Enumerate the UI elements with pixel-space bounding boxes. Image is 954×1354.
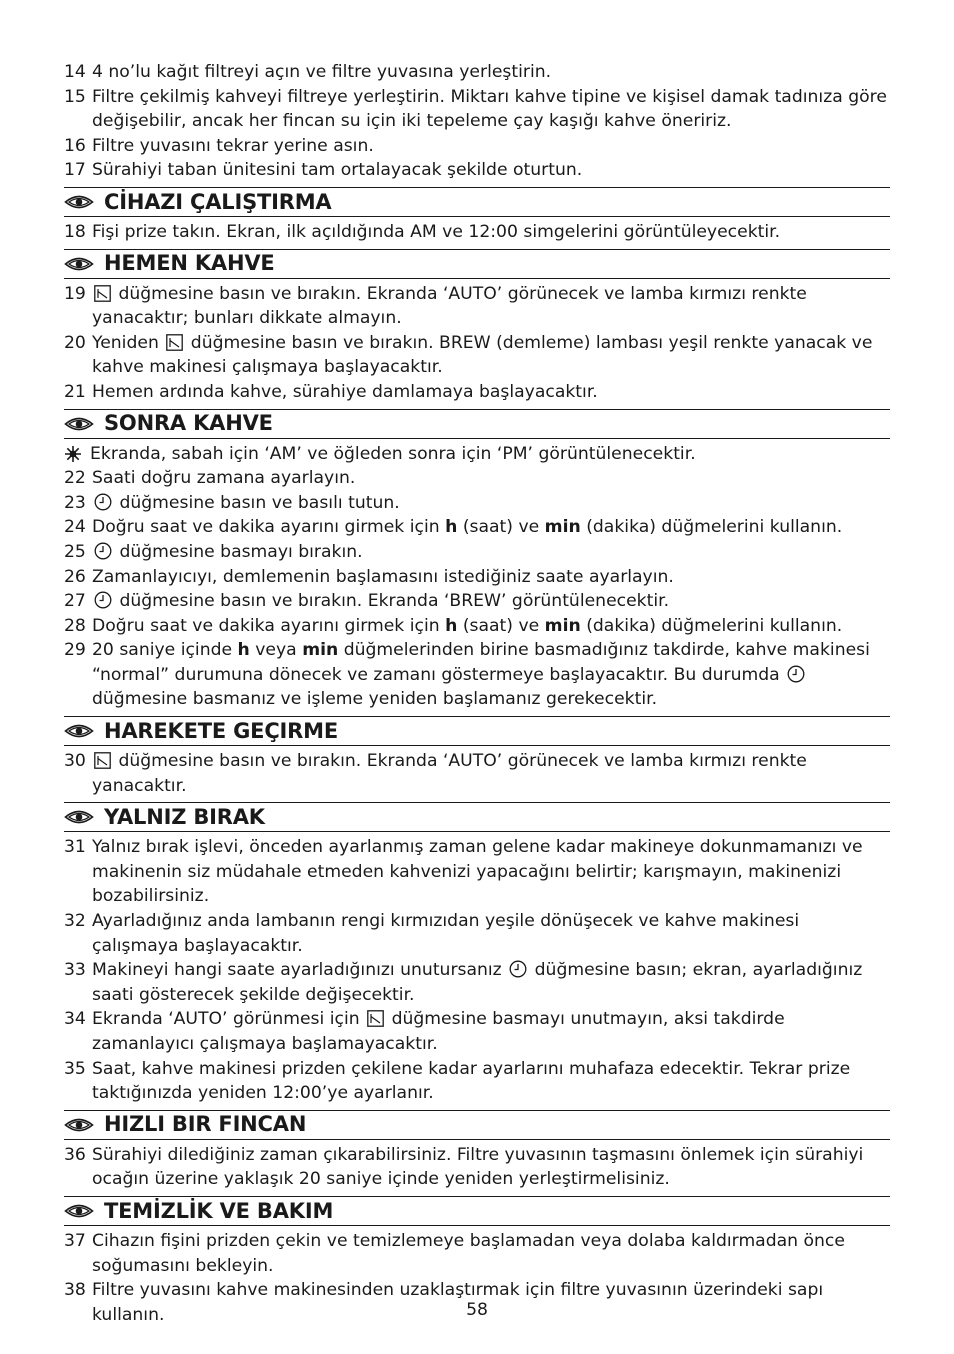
list-item: 29 20 saniye içinde h veya min düğmelerinden birine basmadığınız takdirde, kahve makinesi “normal” durumuna dönecek ve zamanı göstermeye başlayacaktır. Bu durumda düğmesine basmanız ve işleme yeniden başlamanız gerekecektir. — [64, 640, 870, 710]
list-item: 32 Ayarladığınız anda lambanın rengi kırmızıdan yeşile dönüşecek ve kahve makinesi çalışmaya başlayacaktır. — [64, 911, 800, 956]
section-title: TEMİZLİK VE BAKIM — [104, 1198, 334, 1223]
clock-button-icon — [94, 591, 112, 609]
list-item: 38 Filtre yuvasını kahve makinesinden uzaklaştırmak için filtre yuvasının üzerindeki sapı kullanın. — [64, 1280, 824, 1325]
section-title: HAREKETE GEÇIRME — [104, 718, 338, 743]
section-header-quick-cup — [64, 1110, 890, 1140]
section-header-operation — [64, 187, 890, 217]
list-item: 16 Filtre yuvasını tekrar yerine asın. — [64, 135, 374, 156]
list-item: 31 Yalnız bırak işlevi, önceden ayarlanmış zaman gelene kadar makineye dokunmamanızı ve makinenin siz müdahale etmeden kahvenizi yapacağını belirtir; karışmayın, makinenizi bozabilirsiniz. — [64, 837, 863, 907]
list-item: 37 Cihazın fişini prizden çekin ve temizlemeye başlamadan veya dolaba kaldırmadan önce soğumasını bekleyin. — [64, 1230, 845, 1276]
section-title: HEMEN KAHVE — [104, 251, 275, 276]
section-header-leave-alone — [64, 802, 890, 832]
auto-button-icon — [367, 1010, 384, 1027]
auto-button-icon — [94, 285, 111, 302]
eye-icon — [64, 194, 94, 210]
section-title: CİHAZI ÇALIŞTIRMA — [104, 189, 332, 214]
list-item: 25 düğmesine basmayı bırakın. — [64, 541, 363, 562]
eye-icon — [64, 256, 94, 272]
list-item: 24 Doğru saat ve dakika ayarını girmek için h (saat) ve min (dakika) düğmelerini kullanın. — [64, 517, 843, 538]
section-header-instant-coffee — [64, 249, 890, 279]
list-item: 26 Zamanlayıcıyı, demlemenin başlamasını istediğiniz saate ayarlayın. — [64, 566, 674, 587]
section-header-activation — [64, 716, 890, 746]
list-item: 27 düğmesine basın ve bırakın. Ekranda ‘BREW’ görüntülenecektir. — [64, 591, 670, 612]
list-item: 36 Sürahiyi dilediğiniz zaman çıkarabilirsiniz. Filtre yuvasının taşmasını önlemek için sürahiyi ocağın üzerine yaklaşık 20 saniye içinde yeniden yerleştirmelisiniz. — [64, 1144, 864, 1190]
auto-button-icon — [94, 752, 111, 769]
section-title: HIZLI BIR FINCAN — [104, 1112, 307, 1137]
note-item: Ekranda, sabah için ‘AM’ ve öğleden sonra için ‘PM’ görüntülenecektir. — [64, 442, 890, 467]
list-item: 21 Hemen ardında kahve, sürahiye damlamaya başlayacaktır. — [64, 381, 598, 402]
eye-icon — [64, 723, 94, 739]
eye-icon — [64, 1117, 94, 1133]
section-title: SONRA KAHVE — [104, 411, 273, 436]
list-item: 28 Doğru saat ve dakika ayarını girmek için h (saat) ve min (dakika) düğmelerini kullanın. — [64, 615, 843, 636]
list-item: 18 Fişi prize takın. Ekran, ilk açıldığında AM ve 12:00 simgelerini görüntüleyecektir. — [64, 221, 781, 242]
sun-icon — [64, 445, 82, 463]
clock-button-icon — [94, 542, 112, 560]
auto-button-icon — [166, 334, 183, 351]
list-item: 19 düğmesine basın ve bırakın. Ekranda ‘AUTO’ görünecek ve lamba kırmızı renkte yanacaktır; bunları dikkate almayın. — [64, 283, 807, 329]
section-header-delayed-coffee — [64, 409, 890, 439]
eye-icon — [64, 416, 94, 432]
list-item: 33 Makineyi hangi saate ayarladığınızı unutursanız düğmesine basın; ekran, ayarladığınız saati gösterecek şekilde değişecektir. — [64, 960, 863, 1005]
list-item: 30 düğmesine basın ve bırakın. Ekranda ‘AUTO’ görünecek ve lamba kırmızı renkte yanacaktır. — [64, 751, 807, 796]
eye-icon — [64, 809, 94, 825]
section-title: YALNIZ BIRAK — [104, 804, 265, 829]
page-content — [64, 60, 890, 1327]
clock-button-icon — [94, 493, 112, 511]
list-item: 34 Ekranda ‘AUTO’ görünmesi için düğmesine basmayı unutmayın, aksi takdirde zamanlayıcı çalışmaya başlamayacaktır. — [64, 1009, 785, 1054]
clock-button-icon — [509, 960, 527, 978]
eye-icon — [64, 1203, 94, 1219]
list-item: 14 4 no’lu kağıt filtreyi açın ve filtre yuvasına yerleştirin. — [64, 62, 552, 82]
list-item: 17 Sürahiyi taban ünitesini tam ortalayacak şekilde oturtun. — [64, 160, 583, 181]
page-number: 58 — [466, 1300, 488, 1320]
list-item: 22 Saati doğru zamana ayarlayın. — [64, 468, 356, 489]
list-item: 23 düğmesine basın ve basılı tutun. — [64, 492, 400, 513]
list-item: 15 Filtre çekilmiş kahveyi filtreye yerleştirin. Miktarı kahve tipine ve kişisel damak tadınıza göre değişebilir, ancak her fincan su için iki tepeleme çay kaşığı kahve öneririz. — [64, 86, 887, 132]
list-item: 20 Yeniden düğmesine basın ve bırakın. BREW (demleme) lambası yeşil renkte yanacak ve kahve makinesi çalışmaya başlayacaktır. — [64, 332, 873, 378]
clock-button-icon — [787, 665, 805, 683]
section-header-cleaning — [64, 1196, 890, 1226]
list-item: 35 Saat, kahve makinesi prizden çekilene kadar ayarlarını muhafaza edecektir. Tekrar prize taktığınızda yeniden 12:00’ye ayarlanır. — [64, 1058, 851, 1104]
